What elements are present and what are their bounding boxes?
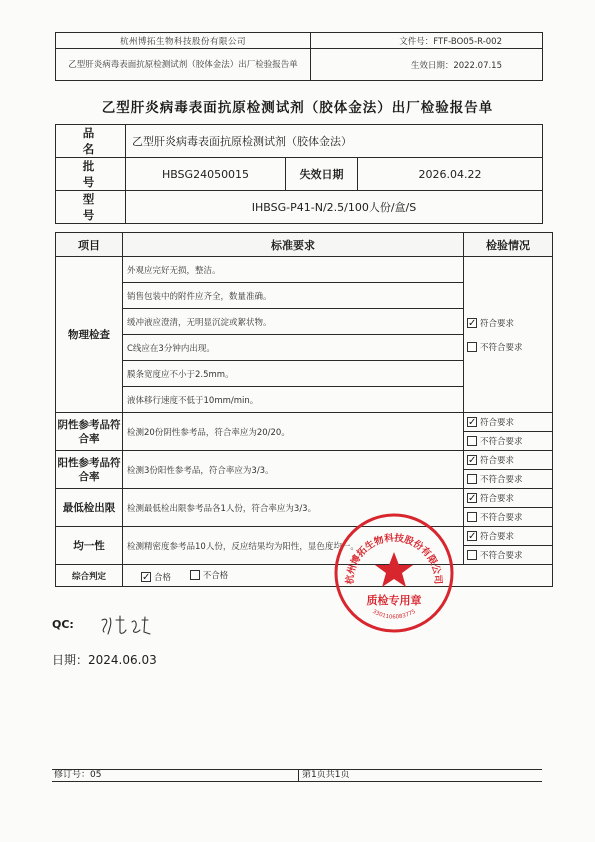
pass-label: 符合要求 xyxy=(480,456,515,466)
company-name: 杭州博拓生物科技股份有限公司 xyxy=(56,33,311,49)
effective-date: 生效日期：2022.07.15 xyxy=(311,49,543,81)
summary-pass-checkbox[interactable]: ✓ xyxy=(142,571,151,583)
positive-reference-standard: 检测3份阳性参考品，符合率应为3/3。 xyxy=(123,451,464,489)
seal-arc-text: 杭州博拓生物科技股份有限公司 xyxy=(344,532,444,585)
fail-label: 不符合要求 xyxy=(480,475,523,485)
revision-number: 修订号：05 xyxy=(54,770,102,780)
physical-standard-3: 缓冲液应澄清，无明显沉淀或絮状物。 xyxy=(123,309,464,335)
column-header-item: 项目 xyxy=(56,233,123,257)
column-header-standard: 标准要求 xyxy=(123,233,464,257)
summary-fail-option xyxy=(190,569,229,581)
pass-label: 符合要求 xyxy=(480,532,515,542)
qc-signature xyxy=(98,612,158,638)
fail-checkbox[interactable] xyxy=(467,474,477,484)
fail-checkbox[interactable] xyxy=(467,550,477,560)
document-header xyxy=(55,32,543,81)
page-number: 第1页共1页 xyxy=(298,770,349,781)
fail-checkbox[interactable] xyxy=(467,512,477,522)
seal-star-icon xyxy=(375,552,413,587)
pass-checkbox[interactable]: ✓ xyxy=(468,493,477,504)
negative-reference-standard: 检测20份阴性参考品，符合率应为20/20。 xyxy=(123,413,464,451)
physical-standard-2: 销售包装中的附件应齐全，数量准确。 xyxy=(123,283,464,309)
detection-limit-item: 最低检出限 xyxy=(56,489,123,527)
physical-check-item: 物理检查 xyxy=(56,257,123,413)
product-value: 乙型肝炎病毒表面抗原检测试剂（胶体金法） xyxy=(126,125,543,158)
seal-code: 3301106083775 xyxy=(371,608,417,621)
quality-inspection-seal xyxy=(331,510,457,636)
pass-checkbox[interactable]: ✓ xyxy=(468,417,477,428)
model-value: IHBSG-P41-N/2.5/100人份/盒/S xyxy=(126,191,543,224)
summary-pass-option xyxy=(141,571,171,583)
pass-checkbox[interactable]: ✓ xyxy=(468,531,477,542)
detection-limit-fail xyxy=(464,508,553,527)
result-fail-option xyxy=(467,338,552,356)
pass-checkbox[interactable]: ✓ xyxy=(468,455,477,466)
negative-reference-item: 阴性参考品符合率 xyxy=(56,413,123,451)
physical-standard-5: 膜条宽度应不小于2.5mm。 xyxy=(123,361,464,387)
fail-checkbox[interactable] xyxy=(467,342,477,352)
physical-check-result xyxy=(464,257,553,413)
report-title: 乙型肝炎病毒表面抗原检测试剂（胶体金法）出厂检验报告单 xyxy=(101,100,494,116)
uniformity-pass xyxy=(464,527,553,546)
batch-label: 批号 xyxy=(56,158,126,191)
qc-label: QC: xyxy=(52,618,74,631)
fail-label: 不符合要求 xyxy=(480,513,523,523)
pass-label: 符合要求 xyxy=(480,494,515,504)
expiry-label: 失效日期 xyxy=(286,158,358,191)
expiry-value: 2026.04.22 xyxy=(358,158,543,191)
fail-label: 不符合要求 xyxy=(480,342,523,353)
summary-pass-label: 合格 xyxy=(154,572,172,583)
pass-label: 符合要求 xyxy=(480,418,515,428)
batch-value: HBSG24050015 xyxy=(126,158,286,191)
seal-center-text: 质检专用章 xyxy=(366,594,422,607)
negative-reference-pass xyxy=(464,413,553,432)
fail-label: 不符合要求 xyxy=(480,551,523,561)
pass-checkbox[interactable]: ✓ xyxy=(468,317,477,329)
page-footer xyxy=(52,769,542,782)
result-pass-option xyxy=(467,314,552,332)
positive-reference-pass xyxy=(464,451,553,470)
uniformity-fail xyxy=(464,546,553,565)
fail-label: 不符合要求 xyxy=(480,437,523,447)
file-number: 文件号：FTF-BO05-R-002 xyxy=(311,33,543,49)
detection-limit-pass xyxy=(464,489,553,508)
detection-limit-standard: 检测最低检出限参考品各1人份，符合率应为3/3。 xyxy=(123,489,464,527)
physical-standard-4: C线应在3分钟内出现。 xyxy=(123,335,464,361)
product-label: 品名 xyxy=(56,125,126,158)
uniformity-item: 均一性 xyxy=(56,527,123,565)
pass-label: 符合要求 xyxy=(480,318,515,329)
physical-standard-1: 外观应完好无损，整洁。 xyxy=(123,257,464,283)
header-document-name: 乙型肝炎病毒表面抗原检测试剂（胶体金法）出厂检验报告单 xyxy=(56,49,311,81)
product-info-table xyxy=(55,124,543,224)
positive-reference-fail xyxy=(464,470,553,489)
positive-reference-item: 阳性参考品符合率 xyxy=(56,451,123,489)
model-label: 型号 xyxy=(56,191,126,224)
column-header-result: 检验情况 xyxy=(464,233,553,257)
summary-fail-checkbox[interactable] xyxy=(190,570,200,580)
inspection-table xyxy=(55,232,553,587)
uniformity-standard: 检测精密度参考品10人份，反应结果均为阳性，显色度均一。 xyxy=(123,527,464,565)
summary-fail-label: 不合格 xyxy=(202,570,229,581)
report-date: 日期：2024.06.03 xyxy=(52,653,157,667)
negative-reference-fail xyxy=(464,432,553,451)
summary-label: 综合判定 xyxy=(56,565,123,587)
fail-checkbox[interactable] xyxy=(467,436,477,446)
physical-standard-6: 液体移行速度不低于10mm/min。 xyxy=(123,387,464,413)
